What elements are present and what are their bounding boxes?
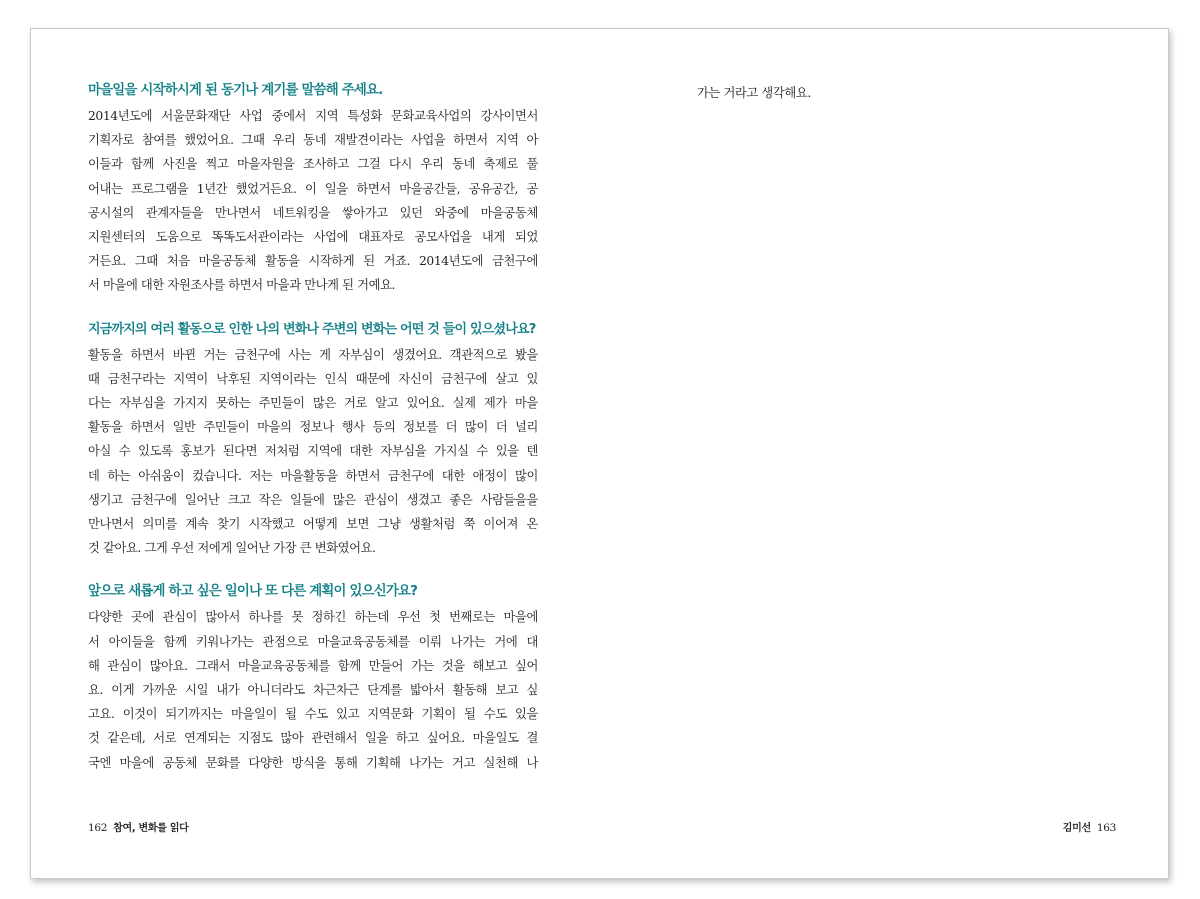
answer-line: 요. 이게 가까운 시일 내가 아니더라도 차근차근 단계를 밟아서 활동해 보고 싶 (88, 683, 538, 698)
book-spread (30, 28, 1169, 879)
answer-line: 서 아이들을 함께 키워나가는 관점으로 마을교육공동체를 이뤄 나가는 거에 대 (88, 634, 538, 649)
interview-answer (88, 343, 538, 561)
answer-line: 데 하는 아쉬움이 컸습니다. 저는 마을활동을 하면서 금천구에 대한 애정이 많이 (88, 468, 538, 483)
interview-question: 지금까지의 여러 활동으로 인한 나의 변화나 주변의 변화는 어떤 것 들이 있으셨나요? (88, 321, 536, 337)
running-head: 참여, 변화를 읽다 (113, 823, 189, 834)
left-page (31, 29, 599, 878)
left-page-number: 162 (88, 822, 108, 834)
answer-line: 활동을 하면서 바뀐 거는 금천구에 사는 게 자부심이 생겼어요. 객관적으로 봤을 (88, 347, 538, 362)
answer-line: 2014년도에 서울문화재단 사업 중에서 지역 특성화 문화교육사업의 강사이면서 (88, 109, 538, 123)
answer-line: 만나면서 의미를 계속 찾기 시작했고 어떻게 보면 그냥 생활처럼 쭉 이어져 온 (88, 517, 538, 532)
author-name: 김미선 (1062, 823, 1091, 834)
interview-section (88, 81, 538, 298)
right-page (599, 29, 1168, 878)
answer-line: 다양한 곳에 관심이 많아서 하나를 못 정하긴 하는데 우선 첫 번째로는 마을에 (88, 610, 538, 625)
interview-question: 앞으로 새롭게 하고 싶은 일이나 또 다른 계획이 있으신가요? (88, 584, 418, 600)
answer-line: 지원센터의 도움으로 똑똑도서관이라는 사업에 대표자로 공모사업을 내게 되었 (88, 230, 538, 245)
answer-line: 아실 수 있도록 홍보가 된다면 저처럼 지역에 대한 자부심을 가지실 수 있을 텐 (88, 444, 538, 459)
interview-answer (88, 605, 538, 774)
answer-line: 생기고 금천구에 일어난 크고 작은 일들에 많은 관심이 생겼고 좋은 사람들을을 (88, 492, 538, 507)
answer-line: 때 금천구라는 지역이 낙후된 지역이라는 인식 때문에 자신이 금천구에 살고 있 (88, 371, 538, 386)
answer-line: 공시설의 관계자들을 만나면서 네트워킹을 쌓아가고 있던 와중에 마을공동체 (88, 205, 538, 220)
left-footer (88, 819, 189, 834)
answer-line: 이들과 함께 사진을 찍고 마을자원을 조사하고 그걸 다시 우리 동네 축제로 풀 (88, 157, 538, 172)
answer-line: 고요. 이것이 되기까지는 마을일이 될 수도 있고 지역문화 기획이 될 수도 있을 (88, 707, 538, 722)
interview-answer (88, 104, 538, 298)
left-column (88, 81, 538, 797)
right-page-number: 163 (1096, 822, 1116, 834)
answer-line: 국엔 마을에 공동체 문화를 다양한 방식을 통해 기획해 나가는 거고 실천해 나 (88, 755, 538, 770)
answer-line: 서 마을에 대한 자원조사를 하면서 마을과 만나게 된 거예요. (88, 278, 396, 293)
answer-line: 다는 자부심을 가지지 못하는 주민들이 많은 거로 알고 있어요. 실제 제가 마을 (88, 396, 538, 411)
answer-line: 기획자로 참여를 했었어요. 그때 우리 동네 재발견이라는 사업을 하면서 지역 아 (88, 133, 538, 148)
interview-section (88, 582, 538, 774)
interview-question: 마을일을 시작하시게 된 동기나 계기를 말씀해 주세요. (88, 83, 383, 98)
right-footer (1063, 819, 1116, 834)
interview-section (88, 320, 538, 561)
answer-line: 어내는 프로그램을 1년간 했었거든요. 이 일을 하면서 마을공간들, 공유공간, 공 (88, 181, 538, 196)
answer-line: 활동을 하면서 일반 주민들이 마을의 정보나 행사 등의 정보를 더 많이 더 널리 (88, 420, 538, 435)
answer-line: 것 같은데, 서로 연계되는 지점도 많아 관련해서 일을 하고 싶어요. 마을일도 결 (88, 731, 538, 746)
answer-line: 거든요. 그때 처음 마을공동체 활동을 시작하게 된 거죠. 2014년도에 금천구에 (88, 254, 538, 269)
right-column (697, 81, 1117, 105)
answer-line: 것 같아요. 그게 우선 저에게 일어난 가장 큰 변화였어요. (88, 541, 376, 556)
answer-line: 해 관심이 많아요. 그래서 마을교육공동체를 함께 만들어 가는 것을 해보고 싶어 (88, 658, 538, 673)
answer-continuation: 가는 거라고 생각해요. (697, 86, 811, 100)
